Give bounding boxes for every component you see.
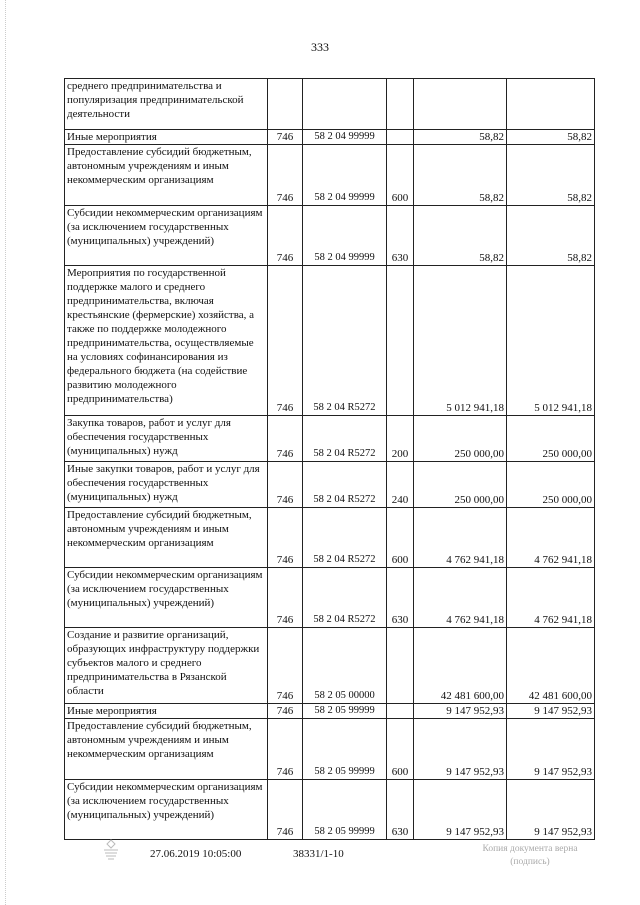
table-row [65,266,595,416]
row-vr: 240 [387,462,414,508]
row-vr: 630 [387,568,414,628]
row-sum-2: 250 000,00 [507,416,595,462]
table-row [65,416,595,462]
budget-table [64,78,595,840]
table-row [65,508,595,568]
row-ved: 746 [268,462,303,508]
row-ved: 746 [268,266,303,416]
row-sum-1: 9 147 952,93 [414,780,507,840]
row-ved: 746 [268,704,303,719]
row-csr: 58 2 04 99999 [303,145,387,206]
table-row [65,568,595,628]
row-sum-1: 250 000,00 [414,416,507,462]
row-ved: 746 [268,568,303,628]
row-name: Субсидии некоммерческим организациям (за исключением государственных (муниципальных) учреждений) [65,780,268,840]
row-csr: 58 2 04 R5272 [303,416,387,462]
row-name: Предоставление субсидий бюджетным, автономным учреждениям и иным некоммерческим организациям [65,145,268,206]
row-csr: 58 2 04 R5272 [303,508,387,568]
row-sum-1: 58,82 [414,145,507,206]
row-csr: 58 2 05 99999 [303,704,387,719]
footer-doc-number: 38331/1-10 [293,848,344,860]
footer-note [440,843,620,869]
row-vr: 200 [387,416,414,462]
scan-edge [5,0,6,905]
row-sum-2: 58,82 [507,145,595,206]
table-row [65,462,595,508]
row-vr [387,628,414,704]
row-vr [387,266,414,416]
row-csr: 58 2 05 99999 [303,719,387,780]
row-vr [387,79,414,130]
page-number: 333 [311,40,329,54]
row-sum-2: 9 147 952,93 [507,704,595,719]
row-name: Мероприятия по государственной поддержке малого и среднего предпринимательства, включая крестьянские (фермерские) хозяйства, а также по поддержке молодежного предпринимательства, осуществляемые на условиях софинансирования из федерального бюджета (на содействие развитию молодежного предпринимательства) [65,266,268,416]
footer-date: 27.06.2019 10:05:00 [150,848,242,860]
row-ved: 746 [268,780,303,840]
row-csr: 58 2 05 00000 [303,628,387,704]
row-sum-1: 9 147 952,93 [414,719,507,780]
row-csr: 58 2 05 99999 [303,780,387,840]
row-sum-1: 4 762 941,18 [414,508,507,568]
table-row [65,79,595,130]
table-row [65,719,595,780]
row-name: Иные мероприятия [65,704,268,719]
table-row [65,628,595,704]
row-ved: 746 [268,206,303,266]
row-sum-2: 58,82 [507,206,595,266]
table-row [65,130,595,145]
row-sum-2: 9 147 952,93 [507,780,595,840]
row-ved: 746 [268,508,303,568]
row-ved: 746 [268,628,303,704]
row-sum-1: 5 012 941,18 [414,266,507,416]
row-csr: 58 2 04 99999 [303,130,387,145]
row-name: Субсидии некоммерческим организациям (за исключением государственных (муниципальных) учреждений) [65,568,268,628]
row-name: Субсидии некоммерческим организациям (за исключением государственных (муниципальных) учреждений) [65,206,268,266]
row-sum-2 [507,79,595,130]
row-name: среднего предпринимательства и популяризация предпринимательской деятельности [65,79,268,130]
row-name: Создание и развитие организаций, образующих инфраструктуру поддержки субъектов малого и среднего предпринимательства в Рязанской области [65,628,268,704]
row-sum-1: 9 147 952,93 [414,704,507,719]
row-sum-2: 42 481 600,00 [507,628,595,704]
row-ved [268,79,303,130]
row-sum-2: 9 147 952,93 [507,719,595,780]
row-sum-2: 4 762 941,18 [507,508,595,568]
footer-note-line-2: (подпись) [510,857,550,867]
row-csr: 58 2 04 R5272 [303,568,387,628]
row-ved: 746 [268,719,303,780]
row-name: Предоставление субсидий бюджетным, автономным учреждениям и иным некоммерческим организациям [65,719,268,780]
row-vr: 600 [387,145,414,206]
row-name: Иные мероприятия [65,130,268,145]
row-sum-1: 42 481 600,00 [414,628,507,704]
row-sum-2: 250 000,00 [507,462,595,508]
row-csr: 58 2 04 R5272 [303,266,387,416]
row-vr: 600 [387,508,414,568]
row-sum-1 [414,79,507,130]
row-sum-1: 58,82 [414,130,507,145]
row-csr: 58 2 04 99999 [303,206,387,266]
table-row [65,704,595,719]
row-ved: 746 [268,130,303,145]
row-name: Предоставление субсидий бюджетным, автономным учреждениям и иным некоммерческим организациям [65,508,268,568]
row-sum-2: 4 762 941,18 [507,568,595,628]
table-row [65,780,595,840]
footer-note-line-1: Копия документа верна [482,844,578,854]
row-ved: 746 [268,416,303,462]
row-name: Иные закупки товаров, работ и услуг для обеспечения государственных (муниципальных) нужд [65,462,268,508]
row-csr: 58 2 04 R5272 [303,462,387,508]
row-vr [387,130,414,145]
row-name: Закупка товаров, работ и услуг для обеспечения государственных (муниципальных) нужд [65,416,268,462]
row-sum-2: 5 012 941,18 [507,266,595,416]
stamp-icon [100,838,122,862]
row-csr [303,79,387,130]
row-sum-1: 250 000,00 [414,462,507,508]
row-vr [387,704,414,719]
row-sum-1: 58,82 [414,206,507,266]
row-sum-1: 4 762 941,18 [414,568,507,628]
row-ved: 746 [268,145,303,206]
table-row [65,206,595,266]
row-vr: 630 [387,780,414,840]
row-sum-2: 58,82 [507,130,595,145]
row-vr: 630 [387,206,414,266]
row-vr: 600 [387,719,414,780]
table-row [65,145,595,206]
